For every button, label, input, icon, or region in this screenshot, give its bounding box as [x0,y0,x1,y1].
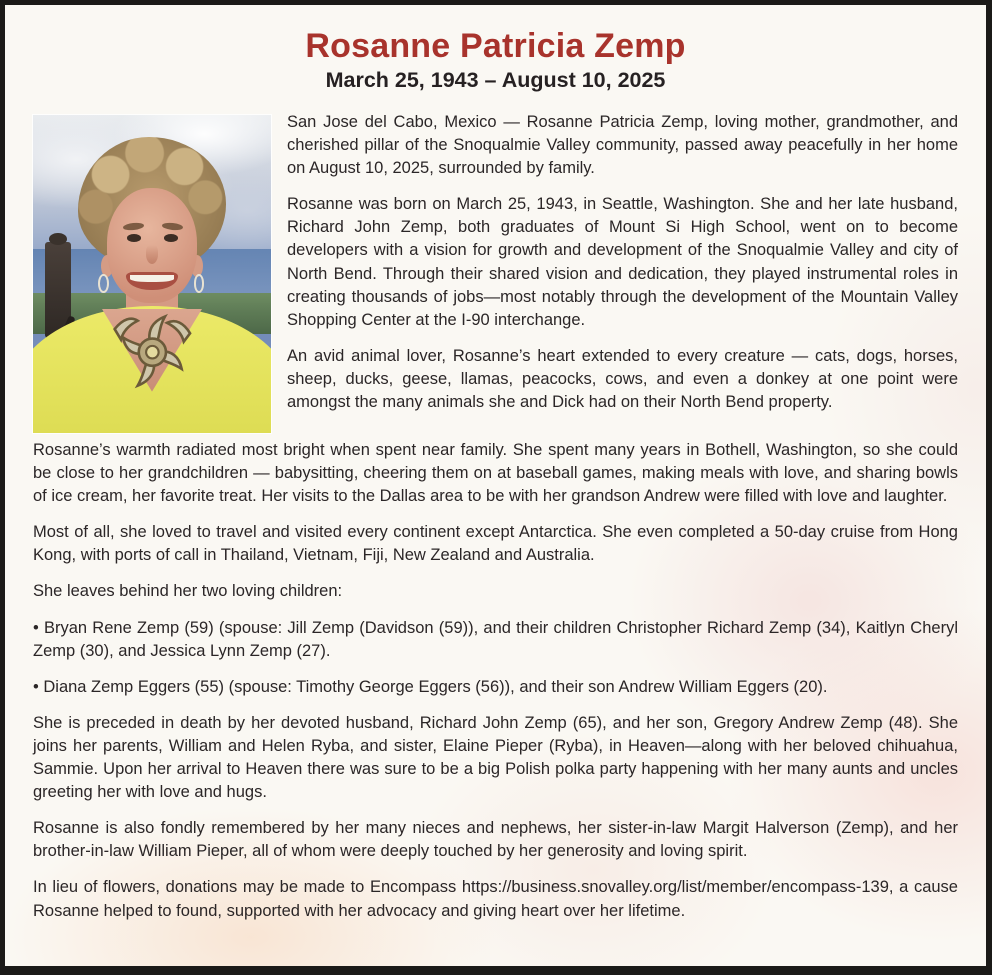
life-dates: March 25, 1943 – August 10, 2025 [325,68,666,92]
obituary-bullet-item: • Diana Zemp Eggers (55) (spouse: Timothy George Eggers (56)), and their son Andrew William Eggers (20). [33,677,828,696]
obituary-paragraph: In lieu of flowers, donations may be made to Encompass https://business.snovalley.org/list/member/encompass-139, a cause Rosanne helped to found, supported with her advocacy and giving heart over her lifetime. [33,878,958,920]
obituary-paragraph: San Jose del Cabo, Mexico — Rosanne Patricia Zemp, loving mother, grandmother, and cherished pillar of the Snoqualmie Valley community, passed away peacefully in her home on August 10, 2025, surrounded by family. [287,113,958,178]
page-content [5,5,986,923]
obituary-paragraph: She leaves behind her two loving children: [33,582,343,601]
page-title: Rosanne Patricia Zemp [305,27,686,65]
obituary-paragraph: An avid animal lover, Rosanne’s heart extended to every creature — cats, dogs, horses, sheep, ducks, geese, llamas, peacocks, cows, and even a donkey at one point were amongst the many animals she and Dick had on their North Bend property. [287,346,958,412]
necklace-pinwheel-icon [100,296,205,404]
obituary-bullet-item: • Bryan Rene Zemp (59) (spouse: Jill Zemp (Davidson (59)), and their children Christopher Richard Zemp (34), Kaitlyn Cheryl Zemp (30), and Jessica Lynn Zemp (27). [33,618,958,660]
obituary-body [33,111,958,923]
obituary-paragraph: Most of all, she loved to travel and visited every continent except Antarctica. She even completed a 50-day cruise from Hong Kong, with ports of call in Thailand, Vietnam, Fiji, New Zealand and Australia. [33,523,958,565]
photo-teeth [130,275,174,283]
obituary-paragraph: Rosanne was born on March 25, 1943, in Seattle, Washington. She and her late husband, Richard John Zemp, both graduates of Mount Si High School, went on to become developers with a vision for growth and development of the Snoqualmie Valley and city of North Bend. Through their shared vision and dedication, they played instrumental roles in creating thousands of jobs—most notably through the development of the Mountain Valley Shopping Center at the I-90 interchange. [287,195,958,329]
obituary-paragraph: Rosanne is also fondly remembered by her many nieces and nephews, her sister-in-law Margit Halverson (Zemp), and her brother-in-law William Pieper, all of whom were deeply touched by her generosity and loving spirit. [33,819,958,861]
obituary-paragraph: She is preceded in death by her devoted husband, Richard John Zemp (65), and her son, Gregory Andrew Zemp (48). She joins her parents, William and Helen Ryba, and sister, Elaine Pieper (Ryba), in Heaven—along with her beloved chihuahua, Sammie. Upon her arrival to Heaven there was sure to be a big Polish polka party happening with her many aunts and uncles greeting her with love and hugs. [33,713,958,802]
obituary-paragraph: Rosanne’s warmth radiated most bright when spent near family. She spent many years in Bothell, Washington, so she could be close to her grandchildren — babysitting, cheering them on at baseball games, making meals with love, and sharing bowls of ice cream, her favorite treat. Her visits to the Dallas area to be with her grandson Andrew were filled with love and laughter. [33,441,958,506]
portrait-photo [33,115,271,433]
photo-eye-right [164,234,178,242]
photo-eye-left [127,234,141,242]
